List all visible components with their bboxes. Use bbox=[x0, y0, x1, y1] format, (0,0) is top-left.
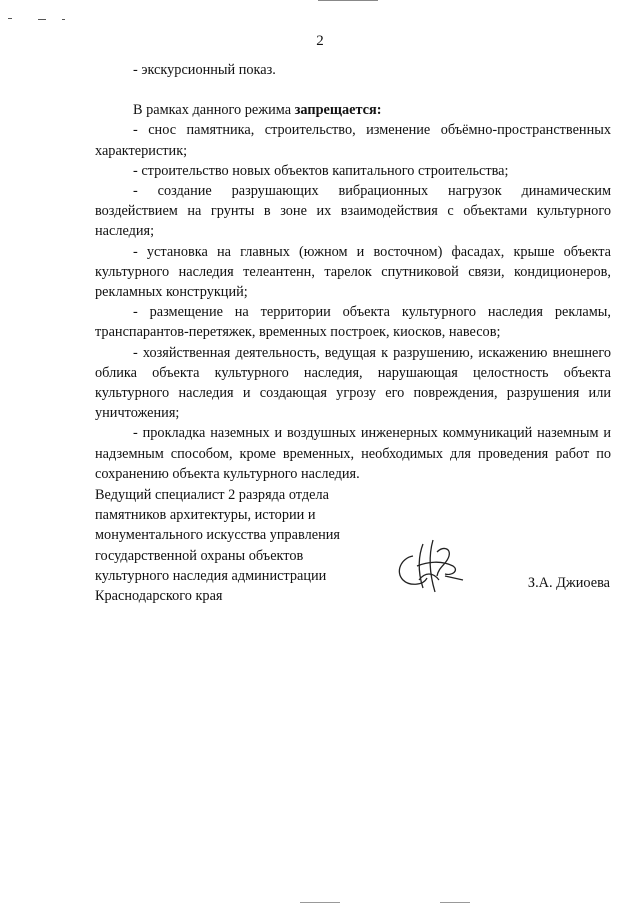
scan-artifact-bottom bbox=[300, 902, 340, 903]
signer-position bbox=[95, 485, 385, 606]
scan-artifact-top-edge bbox=[318, 0, 378, 1]
regime-prohibited: запрещается: bbox=[294, 102, 382, 119]
position-line: Ведущий специалист 2 разряда отдела bbox=[95, 487, 329, 503]
list-item-antennas: - установка на главных (южном и восточном) фасадах, крыше объекта культурного наследия телеантенн, тарелок спутниковой связи, кондиционеров, рекламных конструкций; bbox=[95, 243, 611, 301]
scan-artifact-top-left-3 bbox=[62, 19, 65, 20]
signer-name: З.А. Джиоева bbox=[527, 575, 610, 591]
list-item-utilities: - прокладка наземных и воздушных инженерных коммуникаций наземным и надземным способом, кроме временных, необходимых для проведения работ по сохранению объекта культурного наследия. bbox=[95, 425, 611, 482]
list-item-new-construction: - строительство новых объектов капитального строительства; bbox=[133, 162, 509, 179]
position-line: памятников архитектуры, истории и bbox=[95, 507, 316, 524]
scan-artifact-bottom-2 bbox=[440, 902, 470, 903]
position-line: монументального искусства управления bbox=[95, 527, 340, 544]
scan-artifact-top-left bbox=[8, 18, 12, 19]
position-line: Краснодарского края bbox=[95, 588, 223, 605]
page-number: 2 bbox=[316, 33, 324, 49]
handwritten-signature bbox=[393, 536, 471, 594]
position-line: культурного наследия администрации bbox=[95, 567, 327, 584]
paragraph-excursion: - экскурсионный показ. bbox=[133, 62, 276, 78]
list-item-advertising: - размещение на территории объекта культурного наследия рекламы, транспарантов-перетяжек, временных построек, киосков, навесов; bbox=[95, 304, 611, 341]
regime-intro: В рамках данного режима bbox=[133, 102, 295, 119]
document-body bbox=[95, 60, 611, 484]
position-line: государственной охраны объектов bbox=[95, 547, 304, 564]
list-item-vibration: - создание разрушающих вибрационных нагрузок динамическим воздействием на грунты в зоне их взаимодействия с объектами культурного наследия; bbox=[95, 183, 611, 240]
regime-heading bbox=[95, 100, 611, 120]
list-item-economic-activity: - хозяйственная деятельность, ведущая к разрушению, искажению внешнего облика объекта культурного наследия, нарушающая целостность объекта культурного наследия и создающая угрозу его повреждения, разрушения или уничтожения; bbox=[95, 344, 611, 422]
list-item-demolition: - снос памятника, строительство, изменение объёмно-пространственных характеристик; bbox=[95, 122, 611, 159]
scan-artifact-top-left-2 bbox=[38, 19, 46, 20]
